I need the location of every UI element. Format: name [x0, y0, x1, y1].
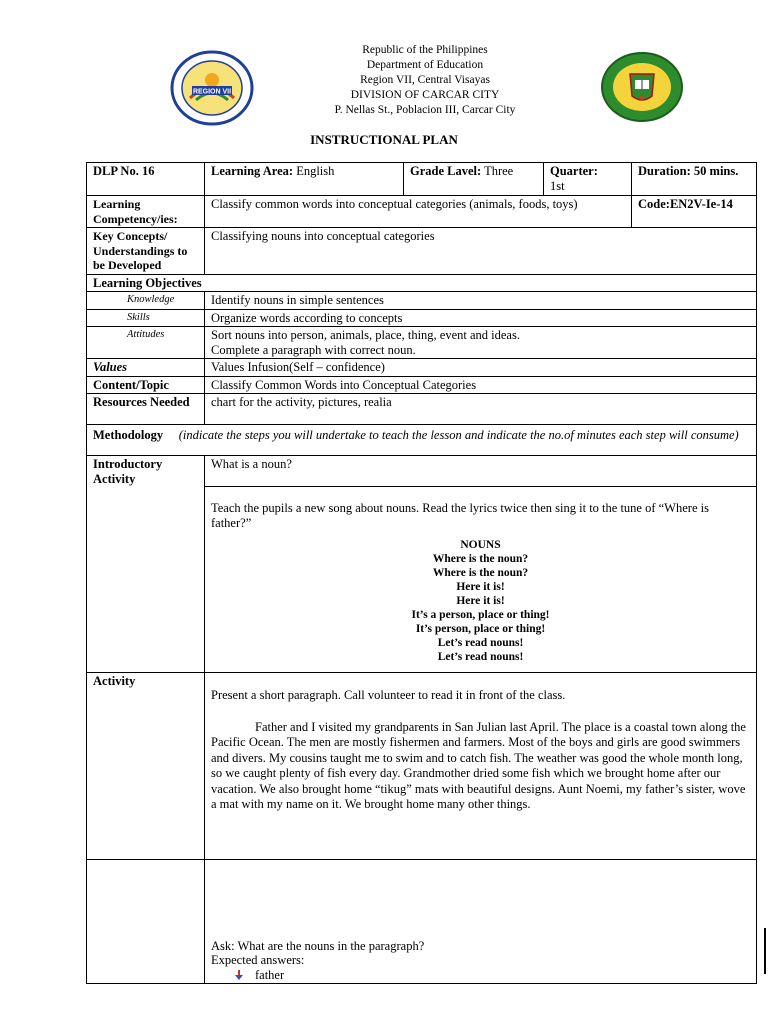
knowledge-value: Identify nouns in simple sentences — [205, 292, 757, 310]
page-edge-mark — [764, 928, 766, 974]
competency-value: Classify common words into conceptual categories (animals, foods, toys) — [205, 196, 632, 228]
quarter-value: 1st — [550, 178, 565, 193]
song-line: Here it is! — [456, 595, 505, 607]
analysis-label — [87, 860, 205, 984]
grade-level-label: Grade Lavel: — [410, 164, 482, 178]
activity-label: Activity — [87, 673, 205, 860]
learning-area-cell — [205, 163, 404, 196]
document-title: INSTRUCTIONAL PLAN — [310, 132, 458, 147]
resources-label: Resources Needed — [87, 394, 205, 425]
content-topic-value: Classify Common Words into Conceptual Categories — [205, 376, 757, 394]
logo-left-text: REGION VII — [192, 88, 232, 96]
song-title: NOUNS — [460, 539, 501, 551]
instructional-plan-table — [86, 162, 757, 984]
grade-level-cell — [404, 163, 544, 196]
values-label: Values — [87, 359, 205, 377]
header-republic: Republic of the Philippines — [362, 44, 488, 56]
song-line: Where is the noun? — [432, 553, 529, 565]
header-division: DIVISION OF CARCAR CITY — [350, 89, 500, 101]
expected-answers-label: Expected answers: — [211, 953, 305, 967]
song-line: Here it is! — [456, 581, 505, 593]
activity-cell — [205, 673, 757, 860]
methodology-row — [87, 425, 757, 456]
learning-objectives-label: Learning Objectives — [87, 274, 757, 292]
header-address: P. Nellas St., Poblacion III, Carcar City — [334, 104, 516, 116]
key-concepts-value: Classifying nouns into conceptual categories — [205, 228, 757, 275]
knowledge-label: Knowledge — [87, 292, 205, 310]
quarter-label: Quarter: — [550, 164, 598, 178]
introductory-activity-label: Introductory Activity — [87, 456, 205, 673]
intro-instruction: Teach the pupils a new song about nouns. Read the lyrics twice then sing it to the tune of “Where is father?” — [211, 501, 709, 530]
learning-area-label: Learning Area: — [211, 164, 294, 178]
deped-region-vii-seal-icon — [170, 50, 254, 126]
document-header — [260, 43, 590, 118]
attitudes-cell — [205, 327, 757, 359]
duration-cell: Duration: 50 mins. — [632, 163, 757, 196]
intro-question: What is a noun? — [205, 456, 757, 487]
methodology-label: Methodology — [93, 428, 164, 442]
grade-level-value: Three — [484, 164, 514, 178]
competency-label: Learning Competency/ies: — [87, 196, 205, 228]
analysis-cell — [205, 860, 757, 984]
key-concepts-label: Key Concepts/ Understandings to be Developed — [87, 228, 205, 275]
quarter-cell — [544, 163, 632, 196]
attitudes-line-2: Complete a paragraph with correct noun. — [211, 342, 416, 357]
carcar-city-division-seal-icon — [600, 52, 684, 122]
learning-area-value: English — [296, 164, 335, 178]
content-topic-label: Content/Topic — [87, 376, 205, 394]
competency-code: Code:EN2V-Ie-14 — [632, 196, 757, 228]
ask-question: Ask: What are the nouns in the paragraph? — [211, 938, 425, 953]
song-line: It’s a person, place or thing! — [411, 609, 550, 621]
intro-song-cell — [205, 487, 757, 673]
methodology-note: (indicate the steps you will undertake to teach the lesson and indicate the no.of minutes each step will consume) — [178, 428, 739, 442]
resources-value: chart for the activity, pictures, realia — [205, 394, 757, 425]
dlp-number: DLP No. 16 — [87, 163, 205, 196]
activity-paragraph: Father and I visited my grandparents in San Julian last April. The place is a coastal town along the Pacific Ocean. The men are mostly fishermen and farmers. Most of the boys and girls are good swimmers and divers. My cousins taught me to swim and to catch fish. The weather was good the whole month long, so we caught plenty of fish every day. Grandmother dried some fish which we brought home after our vacation. We also brought home “tikug” mats with beautiful designs. Aunt Noemi, my father’s sister, wove a mat with my name on it. We brought home many other things. — [211, 719, 746, 811]
song-line: Let’s read nouns! — [437, 651, 524, 663]
activity-instruction: Present a short paragraph. Call volunteer to read it in front of the class. — [211, 688, 566, 702]
answer-text: father — [255, 967, 285, 982]
attitudes-line-1: Sort nouns into person, animals, place, thing, event and ideas. — [211, 328, 520, 342]
skills-value: Organize words according to concepts — [205, 309, 757, 327]
song-line: Where is the noun? — [432, 567, 529, 579]
song-line: Let’s read nouns! — [437, 637, 524, 649]
attitudes-label: Attitudes — [87, 327, 205, 359]
arrow-bullet-icon — [233, 969, 245, 981]
skills-label: Skills — [87, 309, 205, 327]
song-lyrics — [211, 538, 750, 664]
answer-item — [233, 968, 750, 983]
values-value: Values Infusion(Self – confidence) — [205, 359, 757, 377]
header-department: Department of Education — [366, 59, 484, 71]
song-line: It’s person, place or thing! — [415, 623, 546, 635]
header-region: Region VII, Central Visayas — [360, 74, 490, 86]
